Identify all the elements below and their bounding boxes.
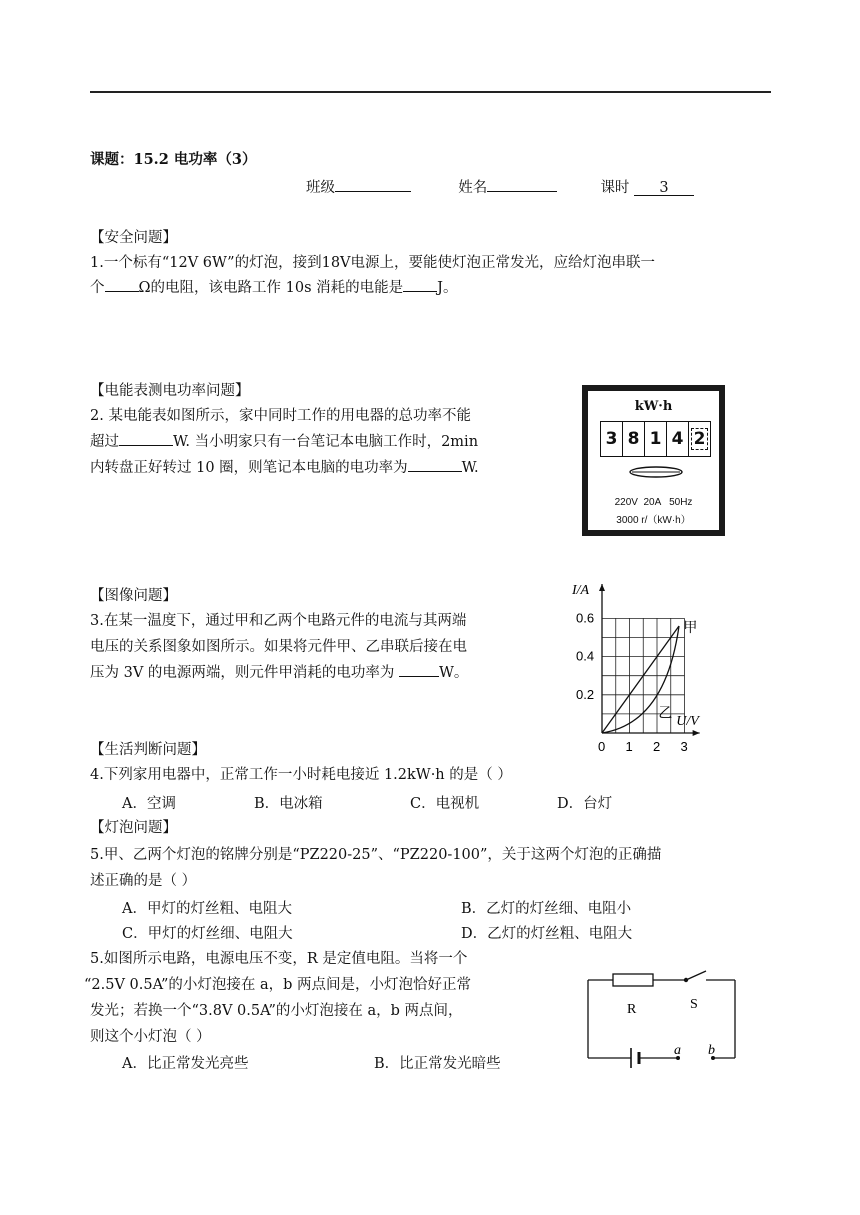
y-tick-label: 0.2 [576,686,595,702]
q3-line2: 电压的关系图象如图所示。如果将元件甲、乙串联后接在电 [90,639,467,655]
section-heading-meter: 【电能表测电功率问题】 [90,383,250,399]
q5-option-c[interactable]: C．甲灯的灯丝细、电阻大 [122,926,293,942]
meter-unit: kW·h [634,399,673,414]
meter-rev: 3000 r/（kW·h） [616,515,691,526]
q5-line2: 述正确的是（ ） [90,873,197,889]
meter-digit: 1 [645,422,667,456]
series-label-jia: 甲 [683,620,698,637]
q1-line1: 1.一个标有“12V 6W”的灯泡，接到18V电源上，要能使灯泡正常发光，应给灯泡串联一 [90,255,656,271]
q3-blank[interactable] [399,662,439,678]
meter-disc-icon [628,465,684,479]
q1-line2: 个 Ω的电阻，该电路工作 10s 消耗的电能是 J。 [90,276,457,300]
label-b: b [708,1043,715,1058]
q3-line3: 压为 3V 的电源两端，则元件甲消耗的电功率为 W。 [90,661,468,685]
page-title: 课题：15.2 电功率（3） [90,151,257,168]
q1-blank-ohm[interactable] [105,277,139,293]
q4-option-b[interactable]: B．电冰箱 [254,796,323,812]
y-axis-label: I/A [572,583,590,599]
x-tick-label: 1 [625,739,633,754]
y-axis-arrow-icon [599,584,605,591]
meter-spec: 220V 20A 50Hz [614,497,693,508]
x-axis-label: U/V [676,714,699,729]
x-tick-label: 3 [680,739,688,754]
q2-line3: 内转盘正好转过 10 圈，则笔记本电脑的电功率为 W. [90,456,479,480]
q2-line2: 超过 W. 当小明家只有一台笔记本电脑工作时，2min [90,430,478,454]
x-tick-label: 2 [653,739,661,754]
name-label: 姓名 [458,180,488,196]
q6-line3: 发光；若换一个“3.8V 0.5A”的小灯泡接在 a，b 两点间， [90,1003,463,1019]
q3-line1: 3.在某一温度下，通过甲和乙两个电路元件的电流与其两端 [90,613,467,629]
energy-meter-figure [582,385,725,536]
label-R: R [627,1002,637,1017]
q5-option-d[interactable]: D．乙灯的灯丝粗、电阻大 [461,926,633,942]
class-label: 班级 [306,180,335,196]
q4-option-c[interactable]: C．电视机 [410,796,480,812]
section-heading-graph: 【图像问题】 [90,588,177,604]
q4-option-a[interactable]: A．空调 [122,796,176,812]
section-heading-safety: 【安全问题】 [90,230,177,246]
y-tick-label: 0.4 [576,648,595,664]
q6-line1: 5.如图所示电路，电源电压不变，R 是定值电阻。当将一个 [90,951,468,967]
class-blank[interactable] [335,177,411,193]
period-label: 课时 [600,180,630,196]
period-value: 3 [634,180,694,196]
q4-option-d[interactable]: D．台灯 [557,796,613,812]
x-tick-label: 0 [598,739,606,754]
label-a: a [674,1043,681,1058]
meter-digits [600,421,711,457]
q2-blank-power[interactable] [119,431,173,447]
iu-graph [560,575,780,765]
header-rule [90,91,771,93]
header-fields [306,176,694,197]
q6-option-a[interactable]: A．比正常发光亮些 [122,1056,249,1072]
x-axis-arrow-icon [693,730,700,736]
section-heading-life: 【生活判断问题】 [90,742,206,758]
meter-digit: 8 [623,422,645,456]
switch-icon [686,971,706,980]
y-tick-label: 0.6 [576,610,595,626]
series-label-yi: 乙 [658,705,673,722]
circuit-diagram [580,968,745,1068]
q6-line2: “2.5V 0.5A”的小灯泡接在 a，b 两点间是，小灯泡恰好正常 [84,977,472,993]
q5-option-a[interactable]: A．甲灯的灯丝粗、电阻大 [122,901,292,917]
q6-option-b[interactable]: B．比正常发光暗些 [374,1056,501,1072]
q5-option-b[interactable]: B．乙灯的灯丝细、电阻小 [461,901,632,917]
meter-digit: 3 [601,422,623,456]
q2-blank-laptop[interactable] [408,457,462,473]
section-heading-lamp: 【灯泡问题】 [90,820,177,836]
meter-digit-decimal: 2 [689,422,710,456]
q1-blank-energy[interactable] [403,277,437,293]
meter-digit: 4 [667,422,689,456]
q4-text: 4.下列家用电器中，正常工作一小时耗电接近 1.2kW·h 的是（ ） [90,767,512,783]
q2-line1: 2. 某电能表如图所示，家中同时工作的用电器的总功率不能 [90,408,471,424]
name-blank[interactable] [487,177,557,193]
q5-line1: 5.甲、乙两个灯泡的铭牌分别是“PZ220-25”、“PZ220-100”，关于这两个灯泡的正确描 [90,847,662,863]
resistor-icon [613,974,653,986]
label-S: S [690,997,698,1012]
q6-line4: 则这个小灯泡（ ） [90,1029,211,1045]
